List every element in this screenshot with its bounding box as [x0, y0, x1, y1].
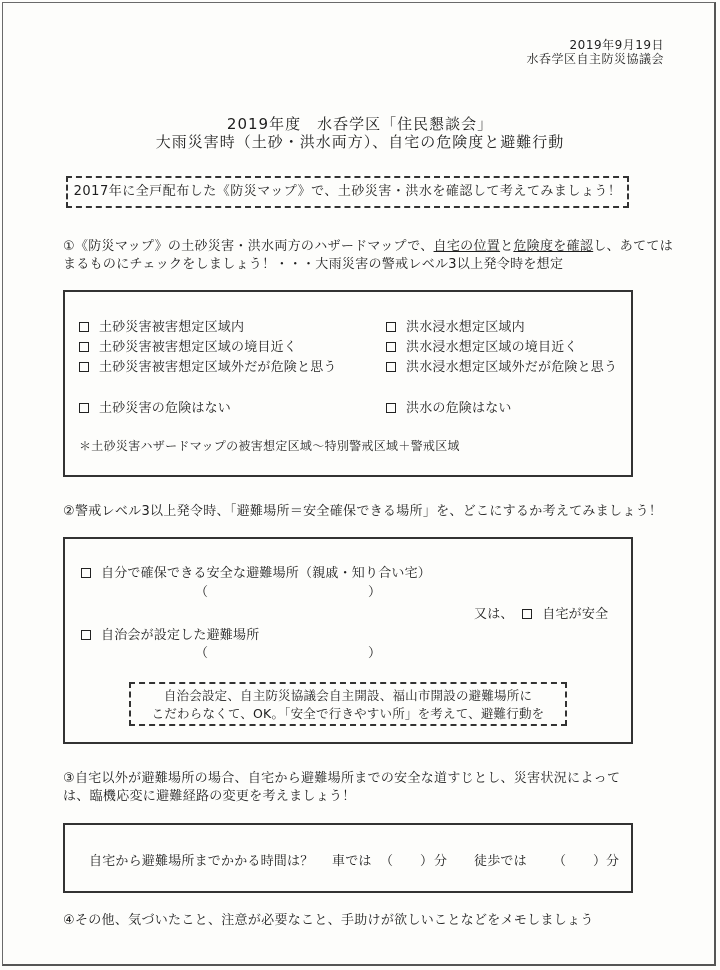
page-title: 2019年度 水呑学区「住民懇談会」: [226, 115, 494, 133]
landslide-item-1[interactable]: 土砂災害被害想定区域内: [79, 316, 244, 335]
q2-note-line2: こだわらなくて、OK。「安全で行きやすい所」を考えて、避難行動を: [151, 706, 545, 721]
q2-paren-open-2: （: [195, 646, 209, 661]
landslide-item-4[interactable]: 土砂災害の危険はない: [79, 397, 231, 416]
flood-item-4[interactable]: 洪水の危険はない: [386, 397, 512, 416]
checkbox[interactable]: [386, 362, 396, 372]
checkbox[interactable]: [386, 403, 396, 413]
q3-car-label: 車では: [332, 854, 372, 869]
checkbox[interactable]: [79, 322, 89, 332]
q3-car-paren-close: ）: [420, 854, 434, 869]
q1-text-line2: まるものにチェックをしましょう！・・・大雨災害の警戒レベル3以上発令時を想定: [63, 257, 564, 272]
q2-option-own-shelter[interactable]: 自分で確保できる安全な避難場所（親戚・知り合い宅）: [81, 562, 431, 581]
flood-item-2[interactable]: 洪水浸水想定区域の境目近く: [386, 336, 578, 355]
q1-underline-check-danger: 危険度を確認: [513, 239, 594, 254]
q2-or-home-safe[interactable]: 又は、 自宅が安全: [474, 607, 609, 622]
flood-item-1[interactable]: 洪水浸水想定区域内: [386, 316, 525, 335]
q2-text: ②警戒レベル3以上発令時、「避難場所＝安全確保できる場所」を、どこにするか考えてみましょう！: [63, 504, 663, 519]
checkbox[interactable]: [79, 403, 89, 413]
q2-paren-close-2: ）: [368, 646, 382, 661]
page-subtitle: 大雨災害時（土砂・洪水両方）、自宅の危険度と避難行動: [155, 133, 565, 151]
landslide-item-3[interactable]: 土砂災害被害想定区域外だが危険と思う: [79, 356, 337, 375]
q2-paren-close-1: ）: [368, 585, 382, 600]
q3-car-minutes: 分: [434, 854, 448, 869]
q2-note-box: [129, 682, 567, 726]
q3-time-question: 自宅から避難場所までかかる時間は？: [89, 854, 314, 869]
q2-paren-open-1: （: [195, 585, 209, 600]
checkbox[interactable]: [79, 362, 89, 372]
q3-walk-label: 徒歩では: [474, 854, 527, 869]
q1-underline-home-position: 自宅の位置: [433, 239, 501, 254]
q3-text-line1: ③自宅以外が避難場所の場合、自宅から避難場所までの安全な道すじとし、災害状況によって: [63, 771, 621, 786]
checkbox[interactable]: [386, 322, 396, 332]
q3-walk-minutes: 分: [606, 854, 620, 869]
q3-car-paren-open: （: [380, 854, 394, 869]
document-date: 2019年9月19日: [569, 38, 664, 52]
checkbox[interactable]: [386, 342, 396, 352]
q3-text-line2: は、臨機応変に避難経路の変更を考えましょう！: [63, 789, 356, 804]
organization-name: 水呑学区自主防災協議会: [526, 52, 664, 66]
flood-item-3[interactable]: 洪水浸水想定区域外だが危険と思う: [386, 356, 617, 375]
q1-footnote: ＊土砂災害ハザードマップの被害想定区域～特別警戒区域＋警戒区域: [79, 439, 460, 453]
checkbox[interactable]: [81, 630, 91, 640]
checkbox[interactable]: [81, 568, 91, 578]
q3-walk-paren-open: （: [553, 854, 567, 869]
q2-option-community-shelter[interactable]: 自治会が設定した避難場所: [81, 624, 259, 643]
landslide-item-2[interactable]: 土砂災害被害想定区域の境目近く: [79, 336, 297, 355]
q2-note-line1: 自治会設定、自主防災協議会自主開設、福山市開設の避難場所に: [163, 688, 533, 703]
q3-walk-paren-close: ）: [593, 854, 607, 869]
checkbox[interactable]: [79, 342, 89, 352]
checkbox[interactable]: [522, 609, 532, 619]
q4-text: ④その他、気づいたこと、注意が必要なこと、手助けが欲しいことなどをメモしましょう: [63, 913, 594, 928]
q1-text-line1: ①《防災マップ》の土砂災害・洪水両方のハザードマップで、自宅の位置と危険度を確認し、あてては: [63, 239, 673, 254]
instruction-banner: 2017年に全戸配布した《防災マップ》で、土砂災害・洪水を確認して考えてみましょう！: [66, 176, 629, 208]
